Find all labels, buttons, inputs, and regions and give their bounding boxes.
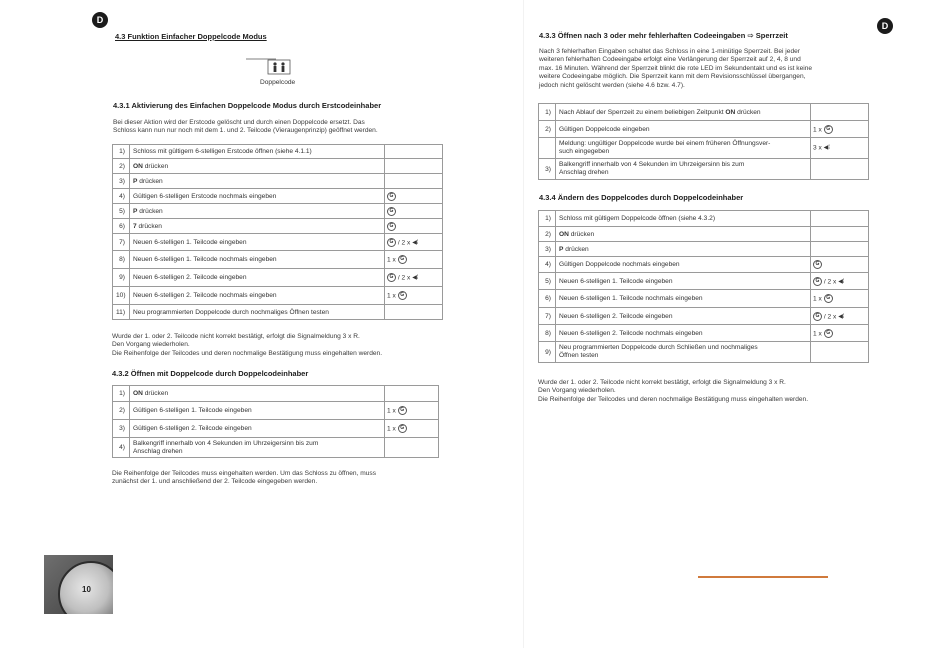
step-signal: 3 x ◀︎⁞ [811, 138, 869, 159]
speaker-icon: ◀︎⁞ [823, 145, 830, 152]
section-4-3-4-title: 4.3.4 Ändern des Doppelcodes durch Doppelcodeinhaber [539, 193, 744, 202]
two-persons-icon [246, 57, 306, 77]
section-4-3-1-intro: Bei dieser Aktion wird der Erstcode gelöscht und durch einen Doppelcode ersetzt. Das Schloss kann nun nur noch mit dem 1. und 2. Teilcode (Vieraugenprinzip) geöffnet werden. [113, 119, 378, 135]
step-signal: G / 2 x ◀︎⁞ [811, 308, 869, 325]
section-4-3-3-intro: Nach 3 fehlerhaften Eingaben schaltet das Schloss in eine 1-minütige Sperrzeit. Bei jeder weiteren fehlerhaften Codeeingabe erfolgt eine Verlängerung der Sperrzeit auf 2, 4, 8 und max. 16 Minuten. Während der Sperrzeit blinkt die rote LED im Sekundentakt und es ist keine weitere Codeeingabe möglich. Die Sperrzeit kann mit dem Revisionsschlüssel übergangen, jedoch nicht gelöscht werden (siehe 4.6 bzw. 4.7). [539, 48, 813, 89]
step-text: P drücken [130, 174, 385, 189]
table-row [113, 189, 443, 204]
keypad-beep-icon: G [398, 424, 407, 433]
step-number: 4) [113, 189, 130, 204]
step-text: Neuen 6-stelligen 1. Teilcode nochmals eingeben [556, 290, 811, 308]
table-row [113, 287, 443, 305]
step-text: Gültigen 6-stelligen 2. Teilcode eingeben [130, 420, 385, 438]
section-4-3-2-title: 4.3.2 Öffnen mit Doppelcode durch Doppelcodeinhaber [112, 369, 309, 378]
step-signal: G / 2 x ◀︎⁞ [811, 273, 869, 290]
step-number: 2) [113, 402, 130, 420]
steps-table-lockout [538, 103, 869, 180]
step-text: Neuen 6-stelligen 1. Teilcode eingeben [130, 234, 385, 251]
step-text: 7 drücken [130, 219, 385, 234]
table-row [113, 251, 443, 269]
table-row [113, 438, 439, 458]
step-number: 2) [113, 159, 130, 174]
right-page [475, 0, 950, 648]
step-signal: G / 2 x ◀︎⁞ [385, 269, 443, 287]
step-text: Gültigen Doppelcode eingeben [556, 121, 811, 138]
step-number: 1) [113, 145, 130, 159]
keypad-beep-icon: G [398, 255, 407, 264]
table-row [113, 386, 439, 402]
keypad-beep-icon: G [813, 277, 822, 286]
step-number: 11) [113, 305, 130, 320]
step-text: ON drücken [130, 159, 385, 174]
table-row [113, 159, 443, 174]
step-number: 5) [539, 273, 556, 290]
step-number: 7) [113, 234, 130, 251]
step-text: Schloss mit gültigem 6-stelligen Erstcode öffnen (siehe 4.1.1) [130, 145, 385, 159]
step-number: 3) [113, 174, 130, 189]
table-row [539, 242, 869, 257]
step-number: 6) [113, 219, 130, 234]
step-signal: G / 2 x ◀︎⁞ [385, 234, 443, 251]
step-text: ON drücken [556, 227, 811, 242]
step-number: 3) [539, 242, 556, 257]
step-number: 2) [539, 227, 556, 242]
step-text: Neu programmierten Doppelcode durch nochmaliges Öffnen testen [130, 305, 385, 320]
speaker-icon: ◀︎⁞ [412, 239, 419, 246]
step-signal [811, 159, 869, 180]
step-signal [385, 189, 443, 204]
doppelcode-diagram [246, 57, 306, 91]
step-signal [811, 104, 869, 121]
keypad-beep-icon: G [398, 406, 407, 415]
table-row [113, 305, 443, 320]
step-number: 3) [113, 420, 130, 438]
step-signal [385, 145, 443, 159]
table-row [539, 121, 869, 138]
keypad-beep-icon: G [387, 207, 396, 216]
step-text: Gültigen Doppelcode nochmals eingeben [556, 257, 811, 273]
table-row [539, 273, 869, 290]
step-text: P drücken [130, 204, 385, 219]
step-number: 7) [539, 308, 556, 325]
table-row [539, 290, 869, 308]
table-row [539, 325, 869, 342]
step-signal: 1 x G [385, 251, 443, 269]
step-signal [811, 257, 869, 273]
steps-table-change-code [538, 210, 869, 363]
step-signal: 1 x G [385, 287, 443, 305]
step-number: 9) [113, 269, 130, 287]
keypad-beep-icon: G [824, 294, 833, 303]
step-text: Nach Ablauf der Sperrzeit zu einem beliebigen Zeitpunkt ON drücken [556, 104, 811, 121]
table-row [539, 159, 869, 180]
step-signal [811, 211, 869, 227]
step-number: 4) [113, 438, 130, 458]
step-signal [385, 174, 443, 189]
step-number: 5) [113, 204, 130, 219]
table-row [113, 219, 443, 234]
table-row [113, 402, 439, 420]
table-row [113, 420, 439, 438]
note-after-table2: Die Reihenfolge der Teilcodes muss eingehalten werden. Um das Schloss zu öffnen, muss zunächst der 1. und anschließend der 2. Teilcode eingegeben werden. [112, 470, 377, 486]
step-number: 1) [113, 386, 130, 402]
step-signal [385, 159, 443, 174]
step-text: Meldung: ungültiger Doppelcode wurde bei einem früheren Öffnungsver- such eingegeben [556, 138, 811, 159]
step-text: Neuen 6-stelligen 2. Teilcode nochmals eingeben [556, 325, 811, 342]
step-text: Neuen 6-stelligen 2. Teilcode eingeben [130, 269, 385, 287]
step-text: Balkengriff innerhalb von 4 Sekunden im Uhrzeigersinn bis zum Anschlag drehen [130, 438, 385, 458]
keypad-beep-icon: G [387, 238, 396, 247]
table-row [539, 342, 869, 363]
keypad-beep-icon: G [813, 260, 822, 269]
step-signal [811, 342, 869, 363]
step-signal [385, 204, 443, 219]
speaker-icon: ◀︎⁞ [412, 275, 419, 281]
step-number: 3) [539, 159, 556, 180]
table-row [539, 257, 869, 273]
step-number: 10) [113, 287, 130, 305]
step-text: Neuen 6-stelligen 2. Teilcode nochmals eingeben [130, 287, 385, 305]
note-after-table4: Wurde der 1. oder 2. Teilcode nicht korrekt bestätigt, erfolgt die Signalmeldung 3 x R. Den Vorgang wiederholen. Die Reihenfolge der Teilcodes und deren nochmalige Bestätigung muss eingehalten werden. [538, 379, 809, 403]
step-number: 1) [539, 211, 556, 227]
table-row [539, 138, 869, 159]
step-signal: 1 x G [811, 290, 869, 308]
step-number: 8) [113, 251, 130, 269]
safe-dial-photo: 10 [44, 555, 113, 614]
keypad-beep-icon: G [813, 312, 822, 321]
step-number: 2) [539, 121, 556, 138]
step-text: Neuen 6-stelligen 2. Teilcode eingeben [556, 308, 811, 325]
table-row [539, 227, 869, 242]
step-number: 9) [539, 342, 556, 363]
step-number: 8) [539, 325, 556, 342]
table-row [113, 269, 443, 287]
step-text: Neu programmierten Doppelcode durch Schließen und nochmaliges Öffnen testen [556, 342, 811, 363]
table-row [113, 204, 443, 219]
step-text: Schloss mit gültigem Doppelcode öffnen (siehe 4.3.2) [556, 211, 811, 227]
step-number: 6) [539, 290, 556, 308]
keypad-beep-icon: G [387, 192, 396, 201]
step-text: Gültigen 6-stelligen 1. Teilcode eingeben [130, 402, 385, 420]
keypad-beep-icon: G [398, 291, 407, 300]
step-signal: 1 x G [385, 420, 439, 438]
steps-table-open-doublecode [112, 385, 439, 458]
step-signal: 1 x G [811, 121, 869, 138]
keypad-beep-icon: G [387, 222, 396, 231]
step-signal [385, 219, 443, 234]
language-badge-right: D [877, 18, 893, 34]
table-row [113, 234, 443, 251]
step-number: 1) [539, 104, 556, 121]
steps-table-activation [112, 144, 443, 320]
step-text: Gültigen 6-stelligen Erstcode nochmals eingeben [130, 189, 385, 204]
step-signal [811, 227, 869, 242]
step-text: Neuen 6-stelligen 1. Teilcode eingeben [556, 273, 811, 290]
step-signal: 1 x G [385, 402, 439, 420]
speaker-icon: ◀︎⁞ [838, 278, 845, 285]
step-number: 4) [539, 257, 556, 273]
keypad-beep-icon: G [824, 125, 833, 134]
speaker-icon: ◀︎⁞ [838, 313, 845, 320]
step-text: Balkengriff innerhalb von 4 Sekunden im Uhrzeigersinn bis zum Anschlag drehen [556, 159, 811, 180]
table-row [539, 308, 869, 325]
step-text: P drücken [556, 242, 811, 257]
step-signal: 1 x G [811, 325, 869, 342]
table-row [539, 211, 869, 227]
step-signal [811, 242, 869, 257]
diagram-label: Doppelcode [260, 79, 296, 86]
section-4-3-title: 4.3 Funktion Einfacher Doppelcode Modus [115, 32, 267, 41]
step-number [539, 138, 556, 159]
section-4-3-3-title: 4.3.3 Öffnen nach 3 oder mehr fehlerhaften Codeeingaben ⇨ Sperrzeit [539, 31, 788, 40]
note-after-table1: Wurde der 1. oder 2. Teilcode nicht korrekt bestätigt, erfolgt die Signalmeldung 3 x R. Den Vorgang wiederholen. Die Reihenfolge der Teilcodes und deren nochmalige Bestätigung muss eingehalten werden. [112, 333, 383, 357]
language-badge: D [92, 12, 108, 28]
step-signal [385, 305, 443, 320]
step-signal [385, 386, 439, 402]
table-row [539, 104, 869, 121]
keypad-beep-icon: G [824, 329, 833, 338]
accent-line [698, 576, 828, 578]
table-row [113, 174, 443, 189]
section-4-3-1-title: 4.3.1 Aktivierung des Einfachen Doppelcode Modus durch Erstcodeinhaber [113, 101, 382, 110]
step-text: ON drücken [130, 386, 385, 402]
keypad-beep-icon: G [387, 273, 396, 282]
step-text: Neuen 6-stelligen 1. Teilcode nochmals eingeben [130, 251, 385, 269]
step-signal [385, 438, 439, 458]
table-row [113, 145, 443, 159]
